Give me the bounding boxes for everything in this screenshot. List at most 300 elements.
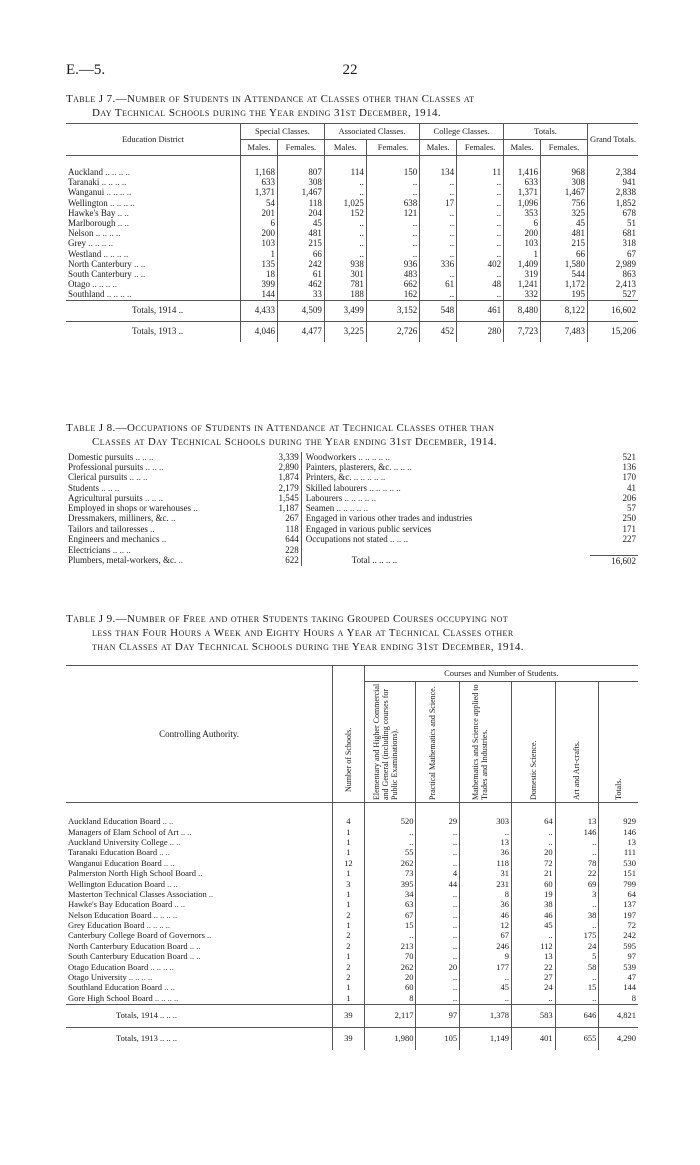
value-cell: 968	[541, 168, 588, 178]
value-cell: 2,117	[364, 1004, 416, 1027]
value-cell: ..	[416, 889, 460, 899]
occupation-name: Plumbers, metal-workers, &c. ..	[68, 555, 183, 566]
col-schools	[333, 666, 364, 803]
page-header	[66, 62, 634, 80]
occupation-count: 136	[622, 461, 636, 472]
value-cell: 4,433	[241, 300, 278, 321]
col-domestic	[511, 682, 555, 803]
value-cell: 5	[555, 952, 599, 962]
occupation-name: Agricultural pursuits .. .. ..	[68, 492, 163, 503]
spacer	[324, 156, 366, 168]
value-cell: 144	[241, 290, 278, 301]
value-cell: 64	[511, 817, 555, 827]
spacer	[333, 803, 364, 817]
value-cell: 3,499	[324, 300, 366, 321]
spacer	[364, 803, 416, 817]
value-cell: 1,172	[541, 280, 588, 290]
value-cell: ..	[416, 827, 460, 837]
value-cell: 8,480	[504, 300, 541, 321]
value-cell: 1	[333, 952, 364, 962]
value-cell: ..	[324, 178, 366, 188]
occupation-count: 3,339	[278, 451, 299, 462]
value-cell: ..	[366, 249, 419, 259]
value-cell: 638	[366, 198, 419, 208]
authority-name: Hawke's Bay Education Board .. ..	[68, 899, 185, 910]
col-special: Special Classes.	[241, 124, 325, 140]
value-cell: 662	[366, 280, 419, 290]
authority-name: Taranaki Education Board .. ..	[68, 847, 170, 858]
value-cell: 45	[511, 920, 555, 930]
occupation-name: Dressmakers, milliners, &c. ..	[68, 513, 176, 524]
value-cell: 936	[366, 259, 419, 269]
value-cell: 118	[460, 858, 512, 868]
occupation-name: Engineers and mechanics ..	[68, 534, 167, 545]
district-name: Westland .. .. .. ..	[68, 248, 129, 259]
value-cell: 402	[457, 259, 504, 269]
value-cell: 103	[504, 239, 541, 249]
value-cell: 15	[555, 983, 599, 993]
spacer	[416, 803, 460, 817]
totals-label: Totals, 1914 .. .. ..	[116, 1010, 178, 1021]
table-row	[66, 280, 638, 290]
table-row	[66, 545, 638, 556]
occupation-count: 250	[622, 513, 636, 524]
occupation-name: Employed in shops or warehouses ..	[68, 503, 198, 514]
spacer	[241, 156, 278, 168]
value-cell: 67	[588, 249, 639, 259]
col-assoc: Associated Classes.	[324, 124, 419, 140]
value-cell: 114	[324, 168, 366, 178]
value-cell: 1,371	[504, 188, 541, 198]
value-cell: 38	[511, 900, 555, 910]
value-cell: 45	[541, 218, 588, 228]
col-art	[555, 682, 599, 803]
value-cell: 1	[333, 993, 364, 1004]
value-cell: ..	[416, 848, 460, 858]
authority-name: Managers of Elam School of Art .. ..	[68, 826, 192, 837]
value-cell: ..	[416, 931, 460, 941]
value-cell: 105	[416, 1027, 460, 1050]
district-name: South Canterbury .. ..	[68, 268, 146, 279]
value-cell: 55	[364, 848, 416, 858]
col-males: Males.	[420, 140, 457, 156]
district-name: Southland .. .. .. ..	[68, 289, 132, 300]
value-cell: 938	[324, 259, 366, 269]
value-cell: ..	[364, 931, 416, 941]
value-cell: 799	[599, 879, 638, 889]
value-cell: ..	[511, 827, 555, 837]
value-cell: 12	[333, 858, 364, 868]
value-cell: 24	[555, 941, 599, 951]
value-cell: 483	[366, 269, 419, 279]
value-cell: ..	[364, 827, 416, 837]
value-cell: 45	[460, 983, 512, 993]
table-row	[66, 524, 638, 534]
value-cell: 2,726	[366, 321, 419, 342]
value-cell: 1,980	[364, 1027, 416, 1050]
value-cell: 22	[555, 868, 599, 878]
value-cell: ..	[457, 229, 504, 239]
value-cell: 22	[511, 962, 555, 972]
value-cell: ..	[460, 827, 512, 837]
value-cell: ..	[420, 218, 457, 228]
value-cell: ..	[416, 837, 460, 847]
value-cell: 15,206	[588, 321, 639, 342]
value-cell: 336	[420, 259, 457, 269]
value-cell: ..	[324, 229, 366, 239]
value-cell: 72	[511, 858, 555, 868]
value-cell: 39	[333, 1004, 364, 1027]
col-art-label: Art and Art-crafts.	[572, 741, 582, 800]
occupation-count: 57	[627, 503, 636, 514]
value-cell: 67	[460, 931, 512, 941]
table-row	[66, 931, 638, 941]
value-cell: ..	[457, 188, 504, 198]
table-row	[66, 514, 638, 524]
value-cell: 8	[364, 993, 416, 1004]
district-name: Grey .. .. .. ..	[68, 238, 113, 249]
value-cell: 4	[333, 817, 364, 827]
value-cell: 111	[599, 848, 638, 858]
value-cell: 399	[241, 280, 278, 290]
table-row	[66, 910, 638, 920]
value-cell: 54	[241, 198, 278, 208]
value-cell: 756	[541, 198, 588, 208]
table-row	[66, 827, 638, 837]
value-cell: 2	[333, 972, 364, 982]
value-cell: 262	[364, 858, 416, 868]
authority-name: Southland Education Board .. ..	[68, 982, 175, 993]
value-cell: 48	[457, 280, 504, 290]
col-females: Females.	[277, 140, 324, 156]
occupation-count: 227	[622, 534, 636, 545]
document-code: E.—5.	[66, 62, 106, 78]
col-college: College Classes.	[420, 124, 504, 140]
table-row	[66, 993, 638, 1004]
table-row	[66, 983, 638, 993]
col-totals: Totals.	[504, 124, 588, 140]
value-cell: 1,149	[460, 1027, 512, 1050]
value-cell: 1,467	[541, 188, 588, 198]
value-cell: 134	[420, 168, 457, 178]
value-cell: 8,122	[541, 300, 588, 321]
empty	[301, 545, 590, 556]
occupation-name: Engaged in various other trades and industries	[301, 514, 590, 524]
spacer	[555, 803, 599, 817]
district-name: Otago .. .. .. ..	[68, 279, 117, 290]
value-cell: 112	[511, 941, 555, 951]
value-cell: ..	[420, 178, 457, 188]
value-cell: 73	[364, 868, 416, 878]
value-cell: ..	[420, 229, 457, 239]
occupation-count: 2,179	[278, 482, 299, 493]
authority-name: Nelson Education Board .. .. .. ..	[68, 909, 178, 920]
caption-line: Table J 8.—Occupations of Students in Attendance at Technical Classes other than	[66, 422, 495, 434]
table-row	[66, 962, 638, 972]
value-cell: 4,821	[599, 1004, 638, 1027]
value-cell: ..	[420, 290, 457, 301]
value-cell: ..	[324, 249, 366, 259]
value-cell: 36	[460, 848, 512, 858]
value-cell: 63	[364, 900, 416, 910]
occupation-count: 228	[285, 544, 299, 555]
value-cell: ..	[555, 972, 599, 982]
occupation-name: Seamen .. .. .. .. ..	[301, 503, 590, 513]
col-total-label: Totals.	[614, 778, 624, 800]
value-cell: 13	[460, 837, 512, 847]
value-cell: 2,413	[588, 280, 639, 290]
value-cell: 121	[366, 208, 419, 218]
col-total	[599, 682, 638, 803]
table-j7	[66, 123, 638, 342]
value-cell: 646	[555, 1004, 599, 1027]
value-cell: 583	[511, 1004, 555, 1027]
occupation-name: Skilled labourers .. .. .. .. ..	[301, 483, 590, 493]
value-cell: 280	[457, 321, 504, 342]
value-cell: 1,241	[504, 280, 541, 290]
district-name: Marlborough .. ..	[68, 218, 129, 229]
occupation-name: Tailors and tailoresses ..	[68, 523, 155, 534]
table-row	[66, 889, 638, 899]
value-cell: 452	[420, 321, 457, 342]
table-row	[66, 168, 638, 178]
occupation-name: Electricians .. .. ..	[68, 544, 131, 555]
value-cell: 2	[333, 931, 364, 941]
totals-label: Totals, 1914 ..	[132, 305, 184, 316]
value-cell: 66	[541, 249, 588, 259]
table-row	[66, 208, 638, 218]
value-cell: 6	[241, 218, 278, 228]
value-cell: ..	[420, 269, 457, 279]
table-row	[66, 218, 638, 228]
occupation-name: Woodworkers .. .. .. .. ..	[301, 452, 590, 462]
authority-name: Canterbury College Board of Governors ..	[68, 930, 212, 941]
value-cell: 655	[555, 1027, 599, 1050]
value-cell: 188	[324, 290, 366, 301]
value-cell: 1,378	[460, 1004, 512, 1027]
spacer	[504, 156, 541, 168]
occupation-name: Domestic pursuits .. .. ..	[68, 451, 154, 462]
value-cell: 31	[460, 868, 512, 878]
value-cell: 1	[333, 920, 364, 930]
value-cell: 135	[241, 259, 278, 269]
table-row	[66, 269, 638, 279]
value-cell: 17	[420, 198, 457, 208]
district-name: Nelson .. .. .. ..	[68, 228, 121, 239]
value-cell: 6	[504, 218, 541, 228]
value-cell: 7,723	[504, 321, 541, 342]
value-cell: 7,483	[541, 321, 588, 342]
table-row	[66, 952, 638, 962]
value-cell: ..	[457, 290, 504, 301]
value-cell: ..	[555, 920, 599, 930]
value-cell: ..	[366, 239, 419, 249]
table-row	[66, 858, 638, 868]
value-cell: ..	[416, 952, 460, 962]
value-cell: 1	[504, 249, 541, 259]
value-cell: 44	[416, 879, 460, 889]
value-cell: 325	[541, 208, 588, 218]
value-cell: 15	[364, 920, 416, 930]
value-cell: 807	[277, 168, 324, 178]
table-j9	[66, 665, 638, 1050]
table-row	[66, 900, 638, 910]
occupation-count: 41	[627, 482, 636, 493]
value-cell: 60	[511, 879, 555, 889]
value-cell: 4,046	[241, 321, 278, 342]
empty	[590, 545, 638, 556]
value-cell: 1,467	[277, 188, 324, 198]
table-j8-caption	[66, 421, 634, 449]
value-cell: 12	[460, 920, 512, 930]
occupation-name: Printers, &c. .. .. .. .. ..	[301, 473, 590, 483]
value-cell: 61	[420, 280, 457, 290]
value-cell: 51	[588, 218, 639, 228]
occupation-count: 170	[622, 472, 636, 483]
table-row	[66, 452, 638, 462]
value-cell: ..	[416, 941, 460, 951]
col-females: Females.	[541, 140, 588, 156]
total-value: 16,602	[590, 555, 638, 566]
spacer	[277, 156, 324, 168]
value-cell: 150	[366, 168, 419, 178]
authority-name: Otago Education Board .. .. .. ..	[68, 961, 174, 972]
value-cell: ..	[511, 931, 555, 941]
col-maths-label: Mathematics and Science applied to Trades and Industries.	[470, 684, 489, 800]
value-cell: 16,602	[588, 300, 639, 321]
value-cell: 69	[555, 879, 599, 889]
value-cell: ..	[460, 993, 512, 1004]
value-cell: 544	[541, 269, 588, 279]
value-cell: 47	[599, 972, 638, 982]
district-name: Wellington .. .. .. ..	[68, 197, 135, 208]
value-cell: 633	[241, 178, 278, 188]
value-cell: ..	[420, 188, 457, 198]
value-cell: 58	[555, 962, 599, 972]
table-row	[66, 972, 638, 982]
value-cell: ..	[364, 837, 416, 847]
value-cell: 863	[588, 269, 639, 279]
value-cell: 781	[324, 280, 366, 290]
value-cell: 481	[277, 229, 324, 239]
authority-name: Wellington Education Board .. ..	[68, 878, 178, 889]
value-cell: ..	[366, 178, 419, 188]
value-cell: 36	[460, 900, 512, 910]
col-males: Males.	[241, 140, 278, 156]
value-cell: 197	[599, 910, 638, 920]
value-cell: 1	[333, 889, 364, 899]
spacer	[66, 156, 241, 168]
value-cell: 200	[504, 229, 541, 239]
occupation-count: 118	[285, 523, 299, 534]
col-females: Females.	[457, 140, 504, 156]
table-row	[66, 920, 638, 930]
value-cell: 1,096	[504, 198, 541, 208]
value-cell: ..	[555, 848, 599, 858]
occupation-count: 1,545	[278, 492, 299, 503]
value-cell: 11	[457, 168, 504, 178]
value-cell: ..	[457, 239, 504, 249]
value-cell: 70	[364, 952, 416, 962]
col-males: Males.	[324, 140, 366, 156]
value-cell: 9	[460, 952, 512, 962]
value-cell: 303	[460, 817, 512, 827]
value-cell: 1	[241, 249, 278, 259]
table-row	[66, 198, 638, 208]
table-row	[66, 188, 638, 198]
value-cell: ..	[416, 983, 460, 993]
value-cell: 146	[555, 827, 599, 837]
caption-line: less than Four Hours a Week and Eighty Hours a Year at Technical Classes other	[92, 627, 514, 639]
value-cell: 213	[364, 941, 416, 951]
col-district: Education District	[121, 134, 185, 144]
value-cell: 204	[277, 208, 324, 218]
value-cell: ..	[457, 218, 504, 228]
total-label: Total .. .. .. ..	[301, 555, 590, 566]
value-cell: 530	[599, 858, 638, 868]
spacer	[460, 803, 512, 817]
value-cell: 118	[277, 198, 324, 208]
spacer	[457, 156, 504, 168]
totals-row	[66, 1004, 638, 1027]
table-row	[66, 229, 638, 239]
value-cell: 3	[555, 889, 599, 899]
value-cell: 4,290	[599, 1027, 638, 1050]
value-cell: ..	[324, 188, 366, 198]
table-row	[66, 178, 638, 188]
value-cell: ..	[366, 218, 419, 228]
value-cell: 97	[416, 1004, 460, 1027]
value-cell: 13	[599, 837, 638, 847]
value-cell: ..	[555, 900, 599, 910]
caption-line: than Classes at Day Technical Schools during the Year ending 31st December, 1914.	[92, 641, 524, 653]
value-cell: 1	[333, 983, 364, 993]
caption-line: Classes at Day Technical Schools during the Year ending 31st December, 1914.	[92, 436, 497, 448]
value-cell: ..	[457, 249, 504, 259]
value-cell: 332	[504, 290, 541, 301]
col-maths	[460, 682, 512, 803]
totals-row	[66, 300, 638, 321]
occupation-name: Clerical pursuits .. .. ..	[68, 472, 148, 483]
table-row	[66, 848, 638, 858]
table-row	[66, 483, 638, 493]
value-cell: ..	[324, 239, 366, 249]
value-cell: ..	[420, 249, 457, 259]
value-cell: 929	[599, 817, 638, 827]
value-cell: 20	[511, 848, 555, 858]
value-cell: 462	[277, 280, 324, 290]
totals-row	[66, 1027, 638, 1050]
value-cell: 103	[241, 239, 278, 249]
value-cell: 200	[241, 229, 278, 239]
col-practical-label: Practical Mathematics and Science.	[427, 686, 437, 800]
spacer	[541, 156, 588, 168]
table-row	[66, 493, 638, 503]
value-cell: 162	[366, 290, 419, 301]
value-cell: 1,409	[504, 259, 541, 269]
value-cell: 1,852	[588, 198, 639, 208]
value-cell: 246	[460, 941, 512, 951]
value-cell: 8	[599, 993, 638, 1004]
occupation-count: 267	[285, 513, 299, 524]
value-cell: 72	[599, 920, 638, 930]
authority-name: North Canterbury Education Board .. ..	[68, 940, 201, 951]
value-cell: ..	[324, 218, 366, 228]
spacer	[420, 156, 457, 168]
caption-line: Day Technical Schools during the Year ending 31st December, 1914.	[92, 107, 442, 119]
col-grand: Grand Totals.	[588, 124, 639, 156]
authority-name: South Canterbury Education Board .. ..	[68, 951, 201, 962]
